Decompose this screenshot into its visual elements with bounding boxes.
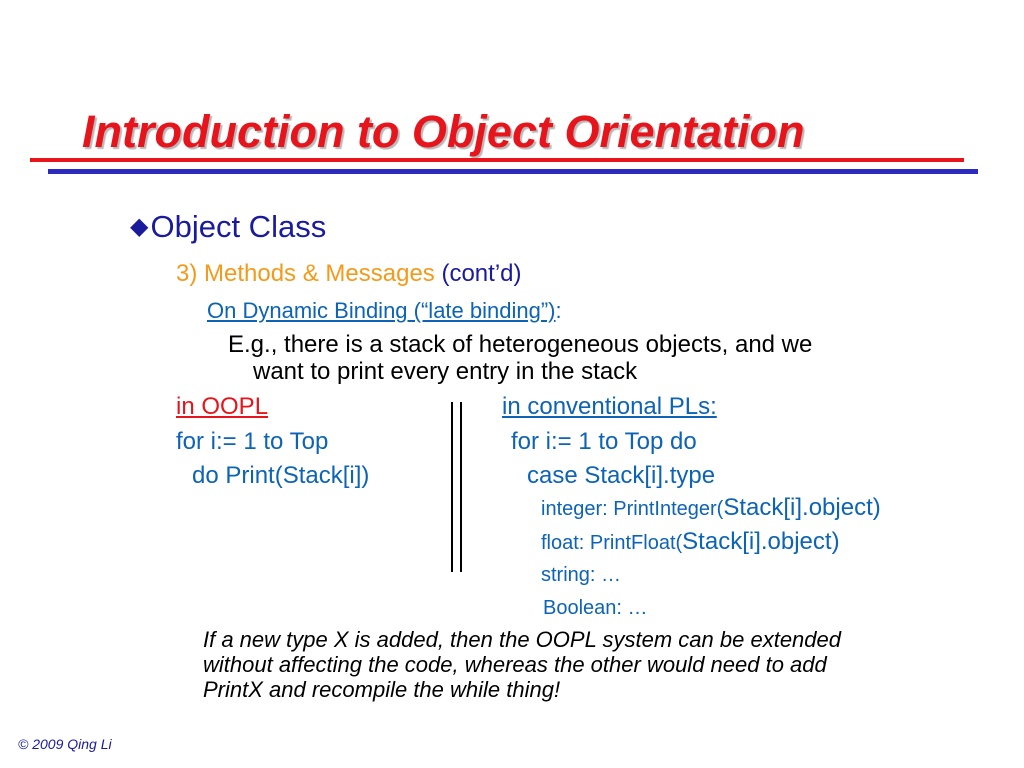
- case-float: [541, 528, 840, 556]
- conclusion-line-2: without affecting the code, whereas the other would need to add: [203, 652, 827, 677]
- column-divider-left: [451, 402, 453, 572]
- title-underline-blue: [48, 169, 978, 174]
- case-integer: [541, 494, 881, 522]
- case-string: string: …: [541, 564, 622, 586]
- column-divider-right: [460, 402, 462, 572]
- conventional-line-2: case Stack[i].type: [527, 462, 716, 489]
- oopl-header: in OOPL: [176, 393, 269, 420]
- case-float-label: float: PrintFloat(: [541, 532, 683, 554]
- copyright-text: 2009 Qing Li: [32, 736, 112, 752]
- bullet-text: Object Class: [150, 209, 327, 244]
- case-integer-close: ): [872, 494, 881, 521]
- dynamic-binding-heading: [207, 298, 562, 324]
- subheading-main: 3) Methods & Messages: [176, 260, 435, 287]
- copyright-symbol: ©: [18, 736, 29, 752]
- example-line-2: want to print every entry in the stack: [253, 358, 638, 385]
- case-integer-arg: Stack[i].object: [723, 494, 873, 521]
- bullet-object-class: [130, 209, 326, 245]
- slide-title: Introduction to Object Orientation: [82, 106, 805, 157]
- case-integer-label: integer: PrintInteger(: [541, 498, 724, 520]
- subheading: [176, 260, 522, 288]
- title-underline-red: [30, 158, 964, 162]
- conventional-line-1: for i:= 1 to Top do: [511, 428, 697, 455]
- dynamic-binding-colon: :: [555, 298, 562, 323]
- case-boolean: Boolean: …: [543, 597, 648, 619]
- subheading-cont: (cont’d): [441, 260, 522, 287]
- case-float-close: ): [831, 528, 840, 555]
- oopl-line-2: do Print(Stack[i]): [192, 462, 370, 489]
- conventional-header: in conventional PLs:: [502, 393, 717, 420]
- copyright: [18, 736, 112, 752]
- oopl-line-1: for i:= 1 to Top: [176, 428, 329, 455]
- example-line-1: E.g., there is a stack of heterogeneous objects, and we: [228, 331, 813, 358]
- conclusion-line-1: If a new type X is added, then the OOPL system can be extended: [203, 627, 841, 652]
- diamond-bullet-icon: ◆: [130, 213, 149, 240]
- conclusion-line-3: PrintX and recompile the while thing!: [203, 677, 561, 702]
- case-float-arg: Stack[i].object: [682, 528, 832, 555]
- dynamic-binding-link[interactable]: On Dynamic Binding (“late binding”): [207, 298, 556, 323]
